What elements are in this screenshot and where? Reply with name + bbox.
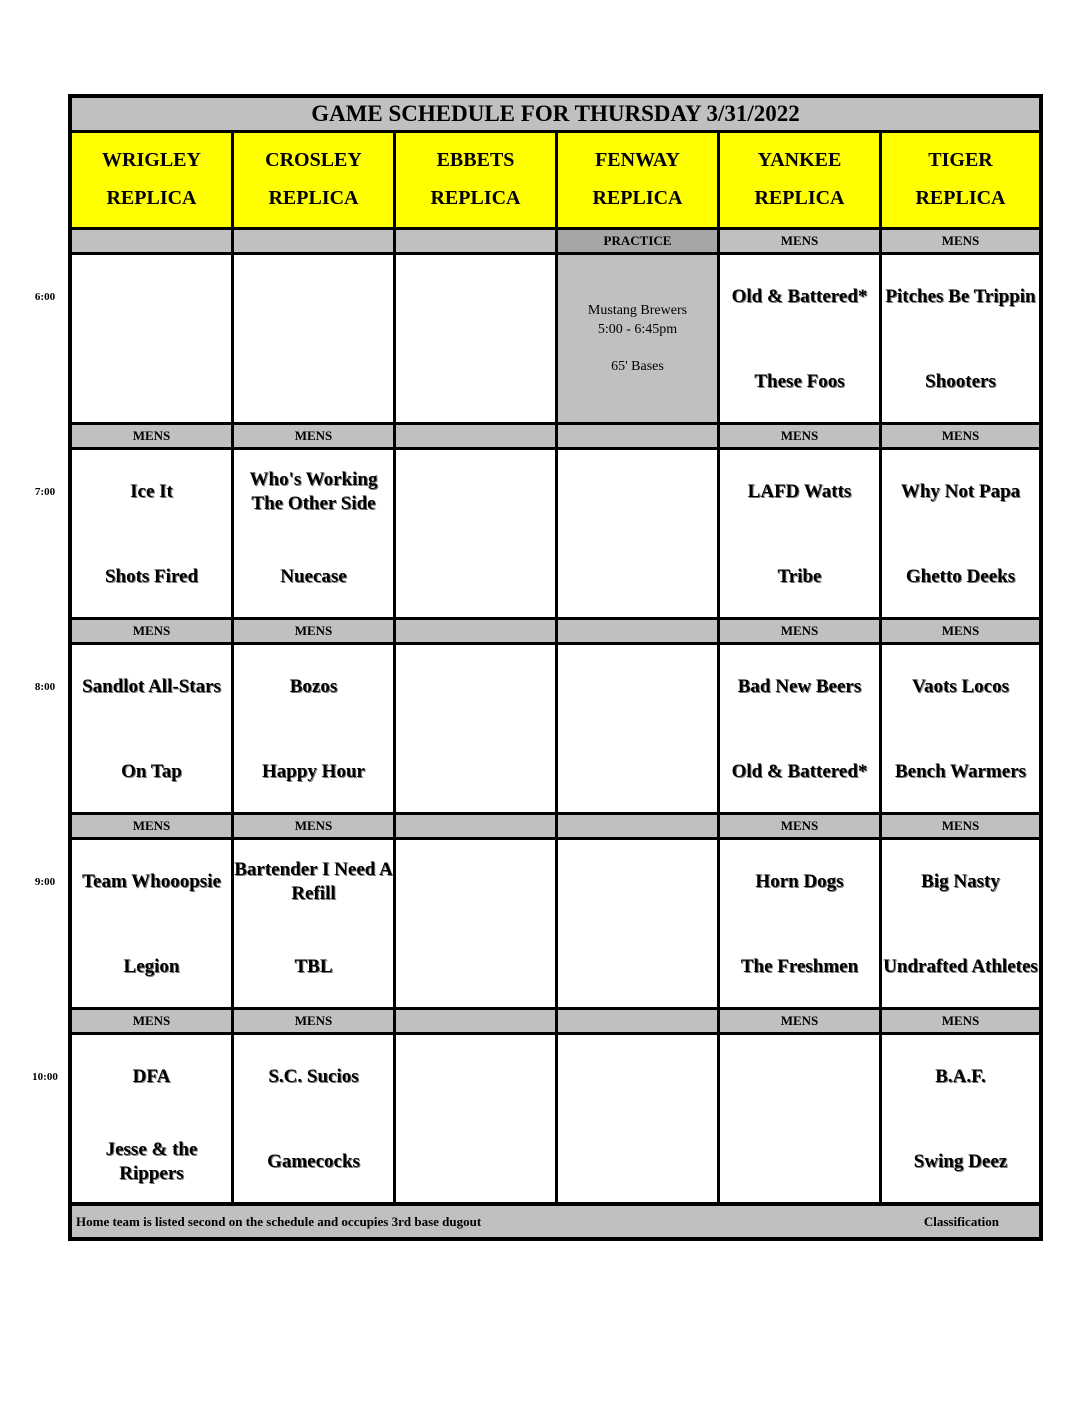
park-subtitle: REPLICA <box>430 187 521 209</box>
park-header-tiger <box>882 133 1039 227</box>
home-team <box>396 1136 555 1188</box>
classification-cell <box>396 425 555 447</box>
home-team: Jesse & the Rippers <box>105 1139 198 1184</box>
park-subtitle: REPLICA <box>754 187 845 209</box>
practice-line: Mustang Brewers <box>587 303 688 318</box>
park-name: CROSLEY <box>265 149 362 171</box>
game-cell <box>72 1035 231 1202</box>
park-header-fenway <box>558 133 717 227</box>
home-team: On Tap <box>121 761 182 782</box>
practice-line: 65' Bases <box>611 359 664 374</box>
park-name: TIGER <box>928 149 993 171</box>
classification-cell: MENS <box>234 1010 393 1032</box>
away-team: Old & Battered* <box>731 286 868 307</box>
footer-row <box>72 1206 1039 1237</box>
away-team <box>558 466 717 518</box>
away-team <box>72 271 231 323</box>
home-team: Tribe <box>777 566 822 587</box>
classification-cell: MENS <box>882 1010 1039 1032</box>
game-cell <box>882 840 1039 1007</box>
home-team: Nuecase <box>280 566 347 587</box>
away-team <box>558 1051 717 1103</box>
game-cell <box>396 840 555 1007</box>
classification-cell <box>558 620 717 642</box>
park-name: FENWAY <box>595 149 680 171</box>
practice-line: 5:00 - 6:45pm <box>597 322 678 337</box>
away-team: Bad New Beers <box>737 676 862 697</box>
home-team: Shooters <box>925 371 996 392</box>
away-team <box>558 856 717 908</box>
time-label: 10:00 <box>32 1071 58 1083</box>
game-cell <box>720 1035 879 1202</box>
home-team <box>558 941 717 993</box>
game-cell <box>720 840 879 1007</box>
game-cell <box>234 255 393 422</box>
away-team: Horn Dogs <box>755 871 844 892</box>
classification-cell <box>396 1010 555 1032</box>
classification-cell <box>234 230 393 252</box>
park-header-yankee <box>720 133 879 227</box>
game-cell <box>882 450 1039 617</box>
home-team <box>558 1136 717 1188</box>
home-team: Undrafted Athletes <box>883 956 1038 977</box>
game-cell <box>882 255 1039 422</box>
footer-note: Home team is listed second on the schedule and occupies 3rd base dugout <box>76 1213 482 1229</box>
home-team: TBL <box>294 956 333 977</box>
game-cell <box>558 450 717 617</box>
away-team <box>396 1051 555 1103</box>
classification-cell: MENS <box>882 425 1039 447</box>
game-cell <box>234 1035 393 1202</box>
home-team: Gamecocks <box>267 1151 360 1172</box>
home-team: Old & Battered* <box>731 761 868 782</box>
game-cell <box>720 645 879 812</box>
game-cell <box>558 1035 717 1202</box>
classification-cell: MENS <box>882 815 1039 837</box>
away-team: Team Whooopsie <box>82 871 221 892</box>
away-team: Vaots Locos <box>912 676 1009 697</box>
classification-cell: MENS <box>720 1010 879 1032</box>
classification-cell: MENS <box>882 230 1039 252</box>
game-cell <box>396 645 555 812</box>
classification-cell: MENS <box>72 620 231 642</box>
home-team <box>72 356 231 408</box>
home-team: Ghetto Deeks <box>905 566 1016 587</box>
game-cell <box>720 255 879 422</box>
schedule-table <box>68 94 1043 1241</box>
time-label: 7:00 <box>34 486 56 498</box>
game-cell <box>234 645 393 812</box>
away-team: Bartender I Need A Refill <box>234 859 393 904</box>
away-team: LAFD Watts <box>747 481 852 502</box>
park-subtitle: REPLICA <box>268 187 359 209</box>
away-team <box>234 271 393 323</box>
time-label: 6:00 <box>34 291 56 303</box>
home-team: Legion <box>123 956 180 977</box>
classification-cell: MENS <box>720 425 879 447</box>
game-cell <box>234 840 393 1007</box>
away-team <box>396 466 555 518</box>
home-team: Swing Deez <box>913 1151 1008 1172</box>
away-team: Pitches Be Trippin <box>885 286 1036 307</box>
game-cell <box>234 450 393 617</box>
practice-block <box>558 255 717 422</box>
classification-cell <box>558 1010 717 1032</box>
away-team: Sandlot All-Stars <box>82 676 221 697</box>
home-team <box>720 1136 879 1188</box>
game-cell <box>558 645 717 812</box>
classification-cell: MENS <box>720 620 879 642</box>
game-cell <box>72 840 231 1007</box>
time-label: 8:00 <box>34 681 56 693</box>
home-team <box>396 746 555 798</box>
home-team: Bench Warmers <box>894 761 1027 782</box>
away-team <box>396 661 555 713</box>
game-cell <box>396 255 555 422</box>
away-team <box>720 1051 879 1103</box>
game-cell <box>396 450 555 617</box>
game-cell <box>882 1035 1039 1202</box>
home-team <box>558 746 717 798</box>
footer-classification-label: Classification <box>923 1213 999 1229</box>
game-cell <box>558 840 717 1007</box>
classification-cell: PRACTICE <box>558 230 717 252</box>
park-subtitle: REPLICA <box>915 187 1006 209</box>
classification-cell <box>396 620 555 642</box>
away-team: Why Not Papa <box>900 481 1021 502</box>
away-team: Big Nasty <box>921 871 1000 892</box>
away-team: Bozos <box>289 676 338 697</box>
classification-cell <box>558 815 717 837</box>
game-cell <box>72 450 231 617</box>
classification-cell: MENS <box>882 620 1039 642</box>
classification-cell <box>396 815 555 837</box>
classification-cell: MENS <box>720 230 879 252</box>
classification-cell: MENS <box>72 1010 231 1032</box>
classification-cell <box>72 230 231 252</box>
park-name: WRIGLEY <box>102 149 201 171</box>
home-team: Happy Hour <box>262 761 365 782</box>
away-team <box>396 856 555 908</box>
game-cell <box>882 645 1039 812</box>
classification-cell <box>558 425 717 447</box>
classification-cell: MENS <box>234 815 393 837</box>
park-subtitle: REPLICA <box>106 187 197 209</box>
home-team <box>234 356 393 408</box>
classification-cell: MENS <box>234 620 393 642</box>
away-team: S.C. Sucios <box>268 1066 359 1087</box>
classification-cell: MENS <box>234 425 393 447</box>
away-team <box>558 661 717 713</box>
time-label: 9:00 <box>34 876 56 888</box>
park-header-ebbets <box>396 133 555 227</box>
classification-cell: MENS <box>720 815 879 837</box>
park-header-crosley <box>234 133 393 227</box>
game-cell <box>72 255 231 422</box>
park-header-wrigley <box>72 133 231 227</box>
classification-cell: MENS <box>72 815 231 837</box>
away-team: Who's Working The Other Side <box>249 469 378 514</box>
home-team <box>396 356 555 408</box>
away-team: DFA <box>132 1066 171 1087</box>
game-cell <box>720 450 879 617</box>
game-cell <box>72 645 231 812</box>
away-team <box>396 271 555 323</box>
home-team <box>396 551 555 603</box>
home-team: The Freshmen <box>740 956 859 977</box>
home-team <box>396 941 555 993</box>
classification-cell: MENS <box>72 425 231 447</box>
classification-cell <box>396 230 555 252</box>
home-team <box>558 551 717 603</box>
home-team: These Foos <box>754 371 845 392</box>
away-team: B.A.F. <box>935 1066 986 1087</box>
home-team: Shots Fired <box>104 566 199 587</box>
park-name: YANKEE <box>757 149 842 171</box>
park-subtitle: REPLICA <box>592 187 683 209</box>
schedule-title: GAME SCHEDULE FOR THURSDAY 3/31/2022 <box>72 98 1039 130</box>
park-name: EBBETS <box>436 149 515 171</box>
away-team: Ice It <box>130 481 173 502</box>
game-cell <box>396 1035 555 1202</box>
